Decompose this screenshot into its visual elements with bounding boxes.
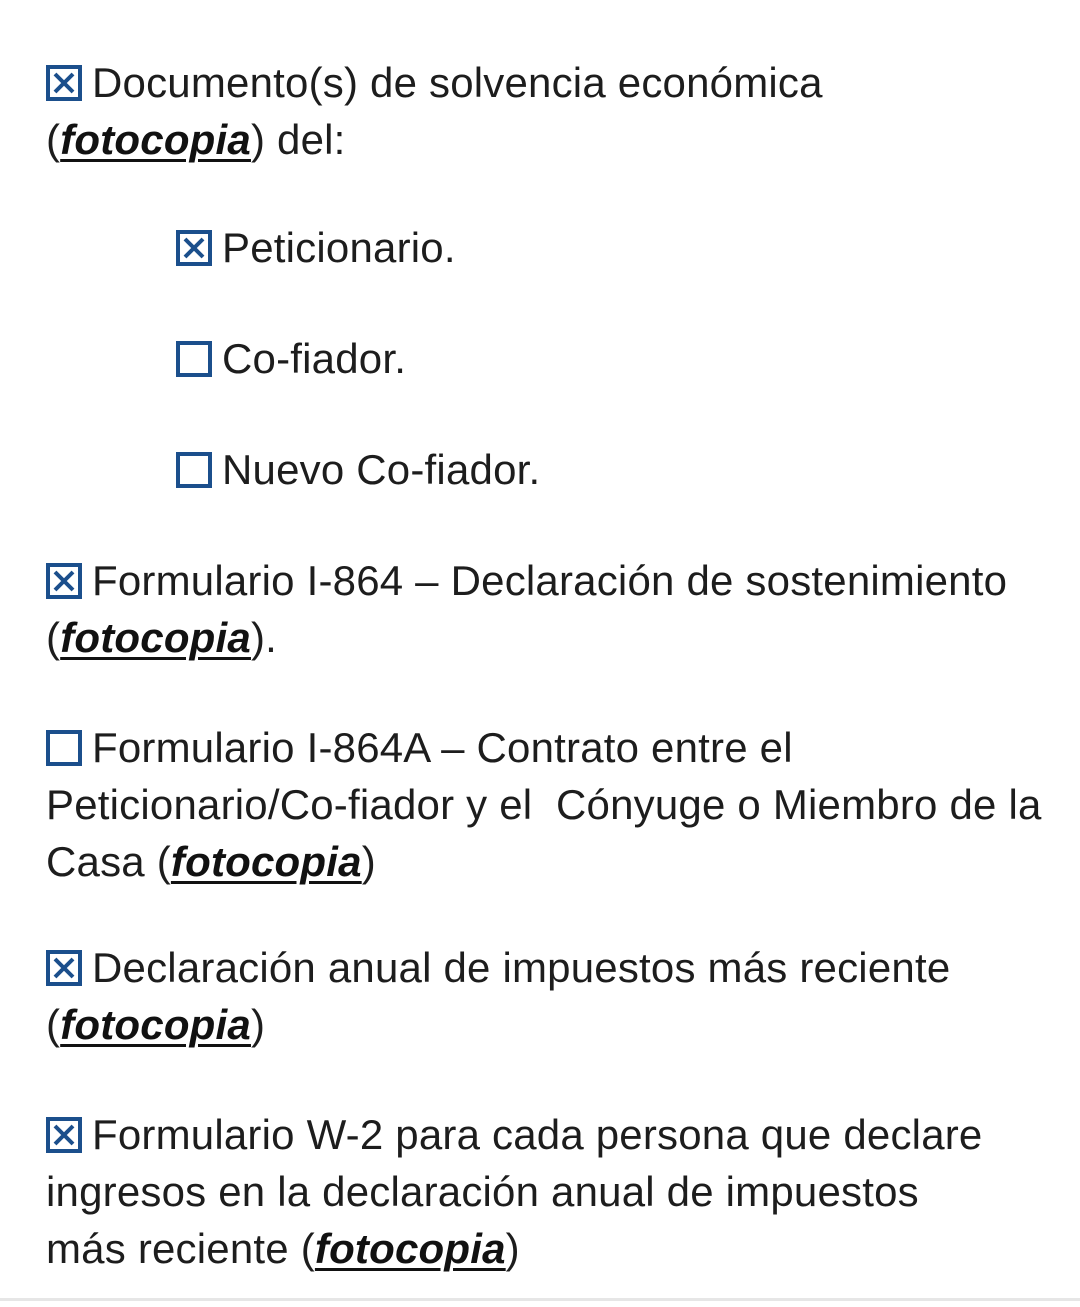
empty-box-icon[interactable]: [176, 341, 212, 377]
item-text: Declaración anual de impuestos más reciente (: [46, 944, 951, 1048]
fotocopia-label: fotocopia: [170, 838, 362, 885]
item-text: Documento(s) de solvencia económica (: [46, 59, 823, 163]
bottom-divider: [0, 1298, 1080, 1301]
item-text: Peticionario.: [222, 224, 456, 271]
checklist-subitem-cofiador: [176, 330, 1036, 387]
checked-box-icon[interactable]: [46, 950, 82, 986]
fotocopia-label: fotocopia: [60, 116, 251, 163]
checklist-subitem-nuevo-cofiador: [176, 441, 1036, 498]
item-text: Co-fiador.: [222, 335, 407, 382]
empty-box-icon[interactable]: [176, 452, 212, 488]
item-text: Formulario I-864 – Declaración de sostenimiento (: [46, 557, 1008, 661]
item-text: Formulario I-864A – Contrato entre el Peticionario/Co-fiador y el Cónyuge o Miembro de la Casa (: [46, 724, 1054, 885]
fotocopia-label: fotocopia: [60, 1001, 251, 1048]
checklist-item-i864: [46, 552, 1046, 666]
checked-box-icon[interactable]: [46, 563, 82, 599]
checklist-item-i864a: [46, 719, 1054, 890]
item-text: Nuevo Co-fiador.: [222, 446, 541, 493]
checked-box-icon[interactable]: [176, 230, 212, 266]
item-text-end: ): [250, 1001, 266, 1048]
item-text-end: ).: [250, 614, 278, 661]
checklist-subitem-peticionario: [176, 219, 1036, 276]
item-text-end: ) del:: [250, 116, 346, 163]
checklist-item-solvencia: [46, 54, 1046, 168]
item-text-end: ): [361, 838, 376, 885]
checked-box-icon[interactable]: [46, 65, 82, 101]
checked-box-icon[interactable]: [46, 1117, 82, 1153]
fotocopia-label: fotocopia: [60, 614, 251, 661]
item-text: Formulario W-2 para cada persona que declare ingresos en la declaración anual de impuestos más reciente (: [46, 1111, 983, 1272]
checklist-item-impuestos: [46, 939, 1046, 1053]
empty-box-icon[interactable]: [46, 730, 82, 766]
checklist-item-w2: [46, 1106, 986, 1277]
item-text-end: ): [505, 1225, 520, 1272]
fotocopia-label: fotocopia: [314, 1225, 506, 1272]
